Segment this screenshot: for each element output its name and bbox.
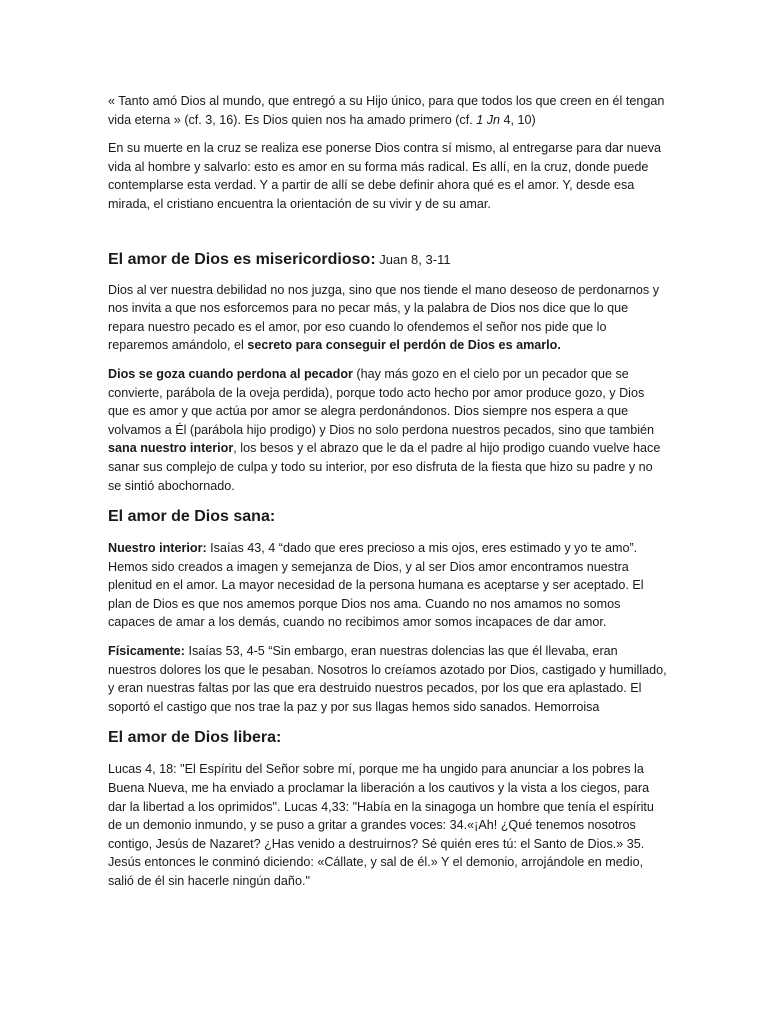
paragraph-text: Dios al ver nuestra debilidad no nos juzga, sino que nos tiende el mano deseoso de perdonarnos y nos invita a que nos esforcemos para no pecar más, y la palabra de Dios nos dice que lo que repara nuestro pecado es el amor, por eso cuando lo ofendemos el señor nos pide que lo reparemos amándolo, el xyxy=(108,282,659,353)
intro-quote-citation-ref: 4, 10) xyxy=(500,112,536,127)
section-heading-misericordioso xyxy=(108,250,668,270)
paragraph-emphasis: sana nuestro interior xyxy=(108,441,234,456)
paragraph-text: (hay más gozo en el cielo por un pecador que se convierte, parábola de la oveja perdida), porque todo acto hecho por amor produce gozo, y Dios que es amor y que actúa por amor se alegra perdonándonos. Dios siempre nos espera a que volvamos a Él (parábola hijo prodigo) y Dios no solo perdona nuestros pecados, sino que también xyxy=(108,366,655,437)
sana-paragraph-interior xyxy=(108,539,668,632)
paragraph-lead-emphasis: Físicamente: xyxy=(108,644,185,659)
intro-quote-text: « Tanto amó Dios al mundo, que entregó a su Hijo único, para que todos los que creen en él tengan vida eterna » (cf. 3, 16). Es Dios quien nos ha amado primero (cf. xyxy=(108,94,665,127)
misericordioso-paragraph-2 xyxy=(108,365,668,495)
paragraph-text: Isaías 53, 4-5 “Sin embargo, eran nuestras dolencias las que él llevaba, eran nuestros dolores los que le pesaban. Nosotros lo creíamos azotado por Dios, castigado y humillado, y eran nuestras faltas por las que era destruido nuestros pecados, por los que era aplastado. El soportó el castigo que nos trae la paz y por sus llagas hemos sido sanados. Hemorroisa xyxy=(108,644,667,714)
section-heading-sana: El amor de Dios sana: xyxy=(108,508,276,526)
paragraph-text: Isaías 43, 4 “dado que eres precioso a mis ojos, eres estimado y yo te amo”. Hemos sido creados a imagen y semejanza de Dios, y al ser Dios amor encontramos nuestra plenitud en el amor. La mayor necesidad de la persona humana es aceptarse y ser aceptado. El plan de Dios es que nos amemos porque Dios nos ama. Cuando no nos amamos no somos capaces de amar a los demás, cuando no recibimos amor somos incapaces de dar amor. xyxy=(108,541,644,630)
paragraph-lead-emphasis: Dios se goza cuando perdona al pecador xyxy=(108,366,353,381)
section-heading-reference: Juan 8, 3-11 xyxy=(375,251,451,267)
intro-paragraph-1 xyxy=(108,92,668,129)
section-heading-text: El amor de Dios es misericordioso: xyxy=(108,250,376,268)
intro-paragraph-2: En su muerte en la cruz se realiza ese ponerse Dios contra sí mismo, al entregarse para dar nueva vida al hombre y salvarlo: esto es amor en su forma más radical. Es allí, en la cruz, donde puede contemplarse esta verdad. Y a partir de allí se debe definir ahora qué es el amor. Y, desde esa mirada, el cristiano encuentra la orientación de su vivir y de su amar. xyxy=(108,141,661,211)
document-page xyxy=(108,92,668,901)
sana-paragraph-fisicamente xyxy=(108,642,668,716)
intro-quote-citation-book: 1 Jn xyxy=(476,112,501,127)
libera-paragraph-1: Lucas 4, 18: "El Espíritu del Señor sobre mí, porque me ha ungido para anunciar a los pobres la Buena Nueva, me ha enviado a proclamar la liberación a los cautivos y la vista a los ciegos, para dar la libertad a los oprimidos". Lucas 4,33: "Había en la sinagoga un hombre que tenía el espíritu de un demonio inmundo, y se puso a gritar a grandes voces: 34.«¡Ah! ¿Qué tenemos nosotros contigo, Jesús de Nazaret? ¿Has venido a destruirnos? Sé quién eres tú: el Santo de Dios.» 35. Jesús entonces le conminó diciendo: «Cállate, y sal de él.» Y el demonio, arrojándole en medio, salió de él sin hacerle ningún daño." xyxy=(108,762,654,888)
paragraph-text-continued: , los besos y el abrazo que le da el padre al hijo prodigo cuando vuelve hace sanar sus complejo de culpa y todo su interior, por eso disfruta de la fiesta que hizo su padre y no se sintió abochornado. xyxy=(108,441,661,493)
paragraph-lead-emphasis: Nuestro interior: xyxy=(108,541,207,556)
paragraph-emphasis: secreto para conseguir el perdón de Dios es amarlo. xyxy=(247,338,561,353)
section-heading-libera: El amor de Dios libera: xyxy=(108,729,282,747)
misericordioso-paragraph-1 xyxy=(108,281,668,355)
